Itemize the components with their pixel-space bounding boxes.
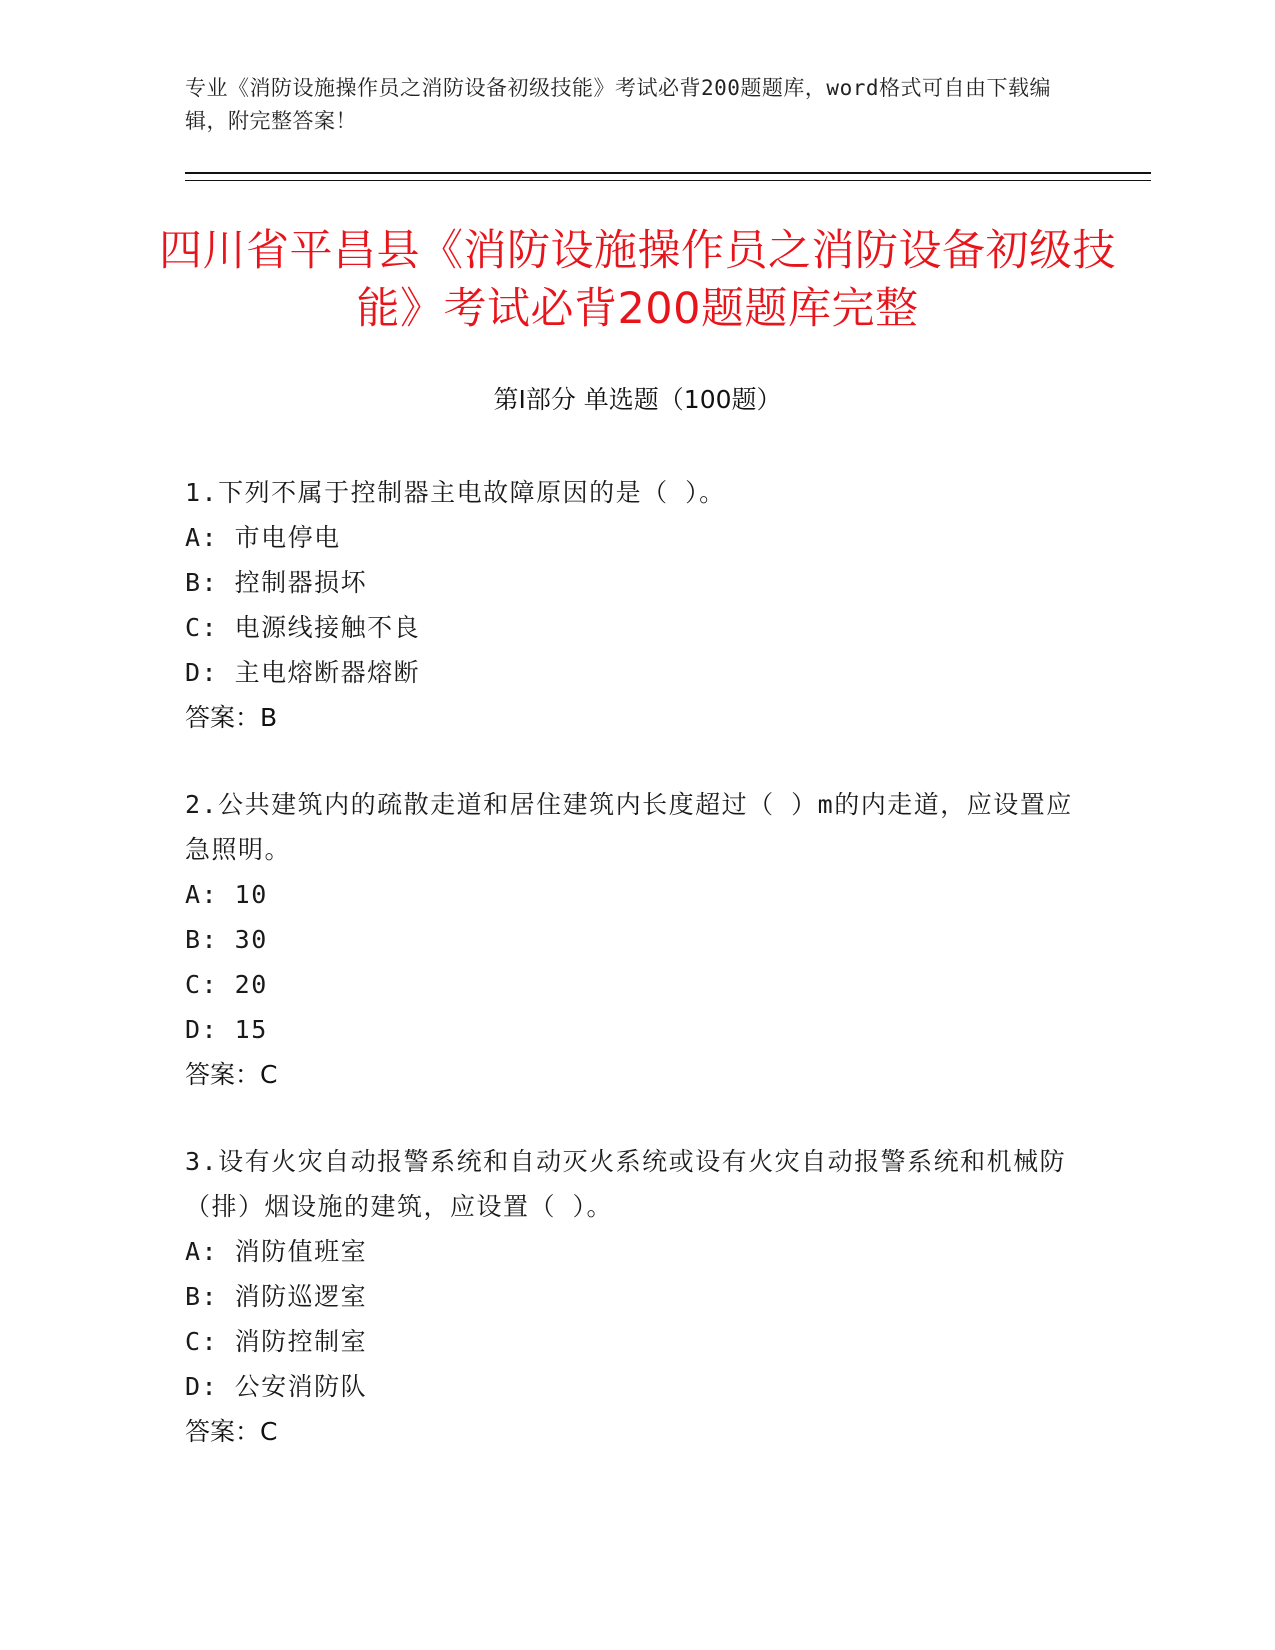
answer: 答案：C (185, 1417, 278, 1446)
option-b: B: 消防巡逻室 (185, 1282, 368, 1311)
option-a: A: 消防值班室 (185, 1237, 368, 1266)
question-stem: 1.下列不属于控制器主电故障原因的是（ ）。 (185, 478, 726, 507)
option-c: C: 消防控制室 (185, 1327, 368, 1356)
header-rule-thin (185, 180, 1151, 181)
option-b: B: 30 (185, 925, 268, 954)
option-c: C: 20 (185, 970, 268, 999)
section-title: 第Ⅰ部分 单选题（100题） (493, 385, 782, 414)
document-title: 四川省平昌县《消防设施操作员之消防设备初级技能》考试必背200题题库完整 (159, 226, 1116, 334)
question-2 (185, 782, 1085, 1097)
question-list (185, 470, 1085, 1454)
question-3 (185, 1139, 1085, 1454)
answer: 答案：C (185, 1060, 278, 1089)
header-rule-thick (185, 172, 1151, 174)
answer: 答案：B (185, 703, 278, 732)
option-d: D: 15 (185, 1015, 268, 1044)
question-1 (185, 470, 1085, 740)
option-a: A: 市电停电 (185, 523, 341, 552)
question-spacer (185, 740, 1085, 782)
question-spacer (185, 1097, 1085, 1139)
question-stem: 2.公共建筑内的疏散走道和居住建筑内长度超过（ ）m的内走道，应设置应急照明。 (185, 790, 1073, 864)
option-a: A: 10 (185, 880, 268, 909)
option-d: D: 公安消防队 (185, 1372, 368, 1401)
question-stem: 3.设有火灾自动报警系统和自动灭火系统或设有火灾自动报警系统和机械防（排）烟设施的建筑，应设置（ ）。 (185, 1147, 1067, 1221)
option-c: C: 电源线接触不良 (185, 613, 421, 642)
header-note: 专业《消防设施操作员之消防设备初级技能》考试必背200题题库，word格式可自由下载编辑，附完整答案！ (185, 76, 1051, 133)
option-b: B: 控制器损坏 (185, 568, 368, 597)
option-d: D: 主电熔断器熔断 (185, 658, 421, 687)
